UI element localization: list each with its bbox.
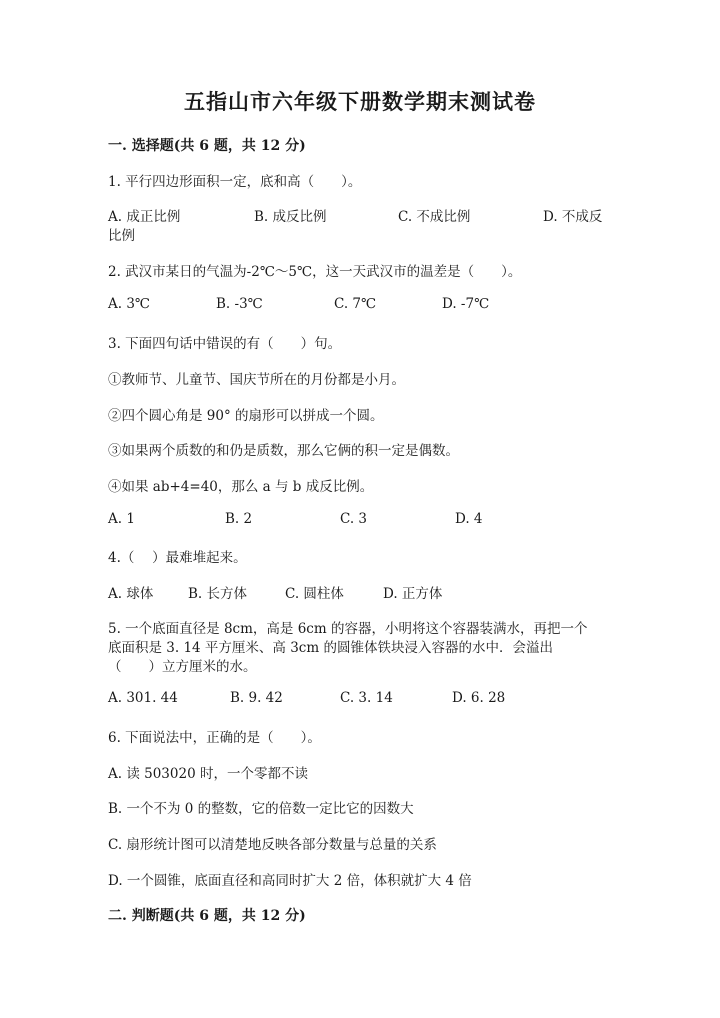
section-heading-judgement: 二. 判断题(共 6 题，共 12 分) (108, 908, 306, 924)
question-6-option-b: B. 一个不为 0 的整数，它的倍数一定比它的因数大 (108, 801, 414, 817)
question-1-option-c: C. 不成比例 (398, 209, 471, 225)
question-2-stem: 2. 武汉市某日的气温为-2℃～5℃，这一天武汉市的温差是（ ）。 (108, 264, 522, 280)
question-3-option-b: B. 2 (225, 511, 253, 527)
question-3-option-c: C. 3 (340, 511, 368, 527)
question-4-option-b: B. 长方体 (188, 586, 248, 602)
question-6-stem: 6. 下面说法中，正确的是（ ）。 (108, 730, 321, 746)
question-6-option-c: C. 扇形统计图可以清楚地反映各部分数量与总量的关系 (108, 837, 437, 853)
question-4-option-d: D. 正方体 (383, 586, 443, 602)
question-3-statement-2: ②四个圆心角是 90° 的扇形可以拼成一个圆。 (108, 408, 384, 424)
question-6-option-d: D. 一个圆锥，底面直径和高同时扩大 2 倍，体积就扩大 4 倍 (108, 873, 472, 889)
question-2-option-a: A. 3℃ (108, 296, 151, 312)
question-3-statement-3: ③如果两个质数的和仍是质数，那么它俩的积一定是偶数。 (108, 443, 459, 459)
section-heading-choice: 一. 选择题(共 6 题，共 12 分) (108, 138, 306, 154)
question-3-statement-1: ①教师节、儿童节、国庆节所在的月份都是小月。 (108, 372, 405, 388)
question-5-option-b: B. 9. 42 (230, 690, 283, 706)
question-5-stem-line-3: （ ）立方厘米的水。 (108, 659, 257, 675)
question-1-option-a: A. 成正比例 (108, 209, 181, 225)
question-1-option-d-continued: 比例 (108, 228, 135, 244)
question-2-option-b: B. -3℃ (216, 296, 263, 312)
question-2-option-c: C. 7℃ (334, 296, 377, 312)
question-1-stem: 1. 平行四边形面积一定，底和高（ ）。 (108, 174, 362, 190)
question-1-option-b: B. 成反比例 (254, 209, 327, 225)
question-2-option-d: D. -7℃ (442, 296, 490, 312)
question-5-stem-line-1: 5. 一个底面直径是 8cm，高是 6cm 的容器，小明将这个容器装满水，再把一个 (108, 621, 588, 637)
question-5-option-a: A. 301. 44 (108, 690, 178, 706)
question-3-stem: 3. 下面四句话中错误的有（ ）句。 (108, 336, 342, 352)
page-title: 五指山市六年级下册数学期末测试卷 (184, 89, 536, 114)
question-5-option-c: C. 3. 14 (340, 690, 393, 706)
question-3-statement-4: ④如果 ab+4=40，那么 a 与 b 成反比例。 (108, 479, 374, 495)
question-1-option-d: D. 不成反 (543, 209, 603, 225)
question-5-option-d: D. 6. 28 (452, 690, 506, 706)
question-4-option-a: A. 球体 (108, 586, 154, 602)
question-6-option-a: A. 读 503020 时，一个零都不读 (108, 766, 308, 782)
question-4-option-c: C. 圆柱体 (285, 586, 344, 602)
question-4-stem: 4.（ ）最难堆起来。 (108, 550, 247, 566)
question-3-option-a: A. 1 (108, 511, 135, 527)
question-5-stem-line-2: 底面积是 3. 14 平方厘米、高 3cm 的圆锥体铁块浸入容器的水中．会溢出 (108, 640, 553, 656)
question-3-option-d: D. 4 (455, 511, 483, 527)
